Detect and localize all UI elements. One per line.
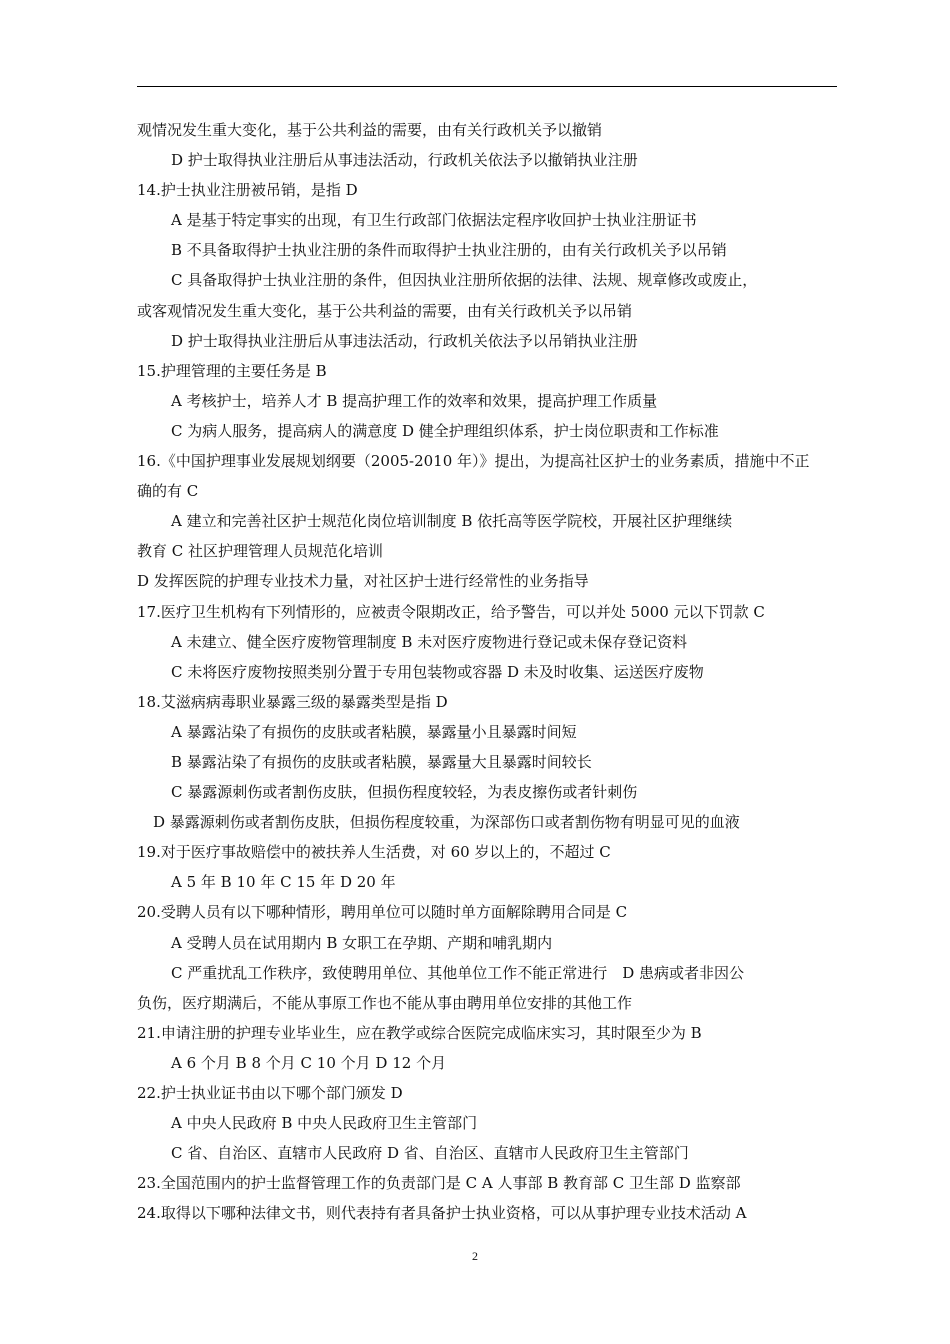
question-line: 15.护理管理的主要任务是 B [137,361,327,380]
option-line: A 未建立、健全医疗废物管理制度 B 未对医疗废物进行登记或未保存登记资料 [171,632,688,651]
page-number: 2 [472,1249,478,1263]
question-line: 19.对于医疗事故赔偿中的被扶养人生活费，对 60 岁以上的，不超过 C [137,843,611,862]
option-line: A 暴露沾染了有损伤的皮肤或者粘膜，暴露量小且暴露时间短 [171,722,577,741]
question-line: 23.全国范围内的护士监督管理工作的负责部门是 C A 人事部 B 教育部 C 卫生部 D 监察部 [137,1174,741,1193]
option-line: C 暴露源刺伤或者割伤皮肤，但损伤程度较轻，为表皮擦伤或者针刺伤 [171,783,638,802]
question-line: 20.受聘人员有以下哪种情形，聘用单位可以随时单方面解除聘用合同是 C [137,903,628,922]
text-line: 确的有 C [137,482,199,501]
question-line: 24.取得以下哪种法律文书，则代表持有者具备护士执业资格，可以从事护理专业技术活动 A [137,1204,747,1223]
option-line: B 不具备取得护士执业注册的条件而取得护士执业注册的，由有关行政机关予以吊销 [171,241,727,260]
question-line: 22.护士执业证书由以下哪个部门颁发 D [137,1084,403,1102]
option-line: C 省、自治区、直辖市人民政府 D 省、自治区、直辖市人民政府卫生主管部门 [171,1144,689,1163]
option-line: A 6 个月 B 8 个月 C 10 个月 D 12 个月 [171,1053,447,1072]
option-line: A 受聘人员在试用期内 B 女职工在孕期、产期和哺乳期内 [171,933,553,952]
header-rule [137,86,837,87]
text-line: 观情况发生重大变化，基于公共利益的需要，由有关行政机关予以撤销 [137,121,603,139]
text-line: D 发挥医院的护理专业技术力量，对社区护士进行经常性的业务指导 [137,572,589,591]
option-line: D 护士取得执业注册后从事违法活动，行政机关依法予以撤销执业注册 [171,151,638,170]
option-line: C 为病人服务，提高病人的满意度 D 健全护理组织体系，护士岗位职责和工作标准 [171,421,719,440]
question-line: 17.医疗卫生机构有下列情形的，应被责令限期改正，给予警告，可以并处 5000 元以下罚款 C [137,602,765,621]
question-line: 18.艾滋病病毒职业暴露三级的暴露类型是指 D [137,692,448,711]
option-line: A 是基于特定事实的出现，有卫生行政部门依据法定程序收回护士执业注册证书 [171,211,697,230]
option-line: A 建立和完善社区护士规范化岗位培训制度 B 依托高等医学院校，开展社区护理继续 [171,512,733,531]
question-line: 16.《中国护理事业发展规划纲要（2005-2010 年）》提出，为提高社区护士的业务素质，措施中不正 [137,452,810,471]
option-line: D 暴露源刺伤或者割伤皮肤，但损伤程度较重，为深部伤口或者割伤物有明显可见的血液 [153,813,740,832]
text-line: 或客观情况发生重大变化，基于公共利益的需要，由有关行政机关予以吊销 [137,301,633,320]
option-line: C 未将医疗废物按照类别分置于专用包装物或容器 D 未及时收集、运送医疗废物 [171,662,704,681]
document-body [137,115,842,1228]
option-line: A 考核护士，培养人才 B 提高护理工作的效率和效果，提高护理工作质量 [171,391,658,410]
text-line: 教育 C 社区护理管理人员规范化培训 [137,542,384,561]
option-line: C 严重扰乱工作秩序，致使聘用单位、其他单位工作不能正常进行 D 患病或者非因公 [171,963,745,982]
option-line: D 护士取得执业注册后从事违法活动，行政机关依法予以吊销执业注册 [171,331,638,350]
option-line: C 具备取得护士执业注册的条件，但因执业注册所依据的法律、法规、规章修改或废止， [171,271,758,290]
question-line: 14.护士执业注册被吊销，是指 D [137,181,358,200]
option-line: A 5 年 B 10 年 C 15 年 D 20 年 [171,873,396,892]
option-line: B 暴露沾染了有损伤的皮肤或者粘膜，暴露量大且暴露时间较长 [171,752,592,771]
text-line: 负伤，医疗期满后，不能从事原工作也不能从事由聘用单位安排的其他工作 [137,993,633,1012]
option-line: A 中央人民政府 B 中央人民政府卫生主管部门 [171,1114,478,1133]
question-line: 21.申请注册的护理专业毕业生，应在教学或综合医院完成临床实习，其时限至少为 B [137,1023,702,1042]
